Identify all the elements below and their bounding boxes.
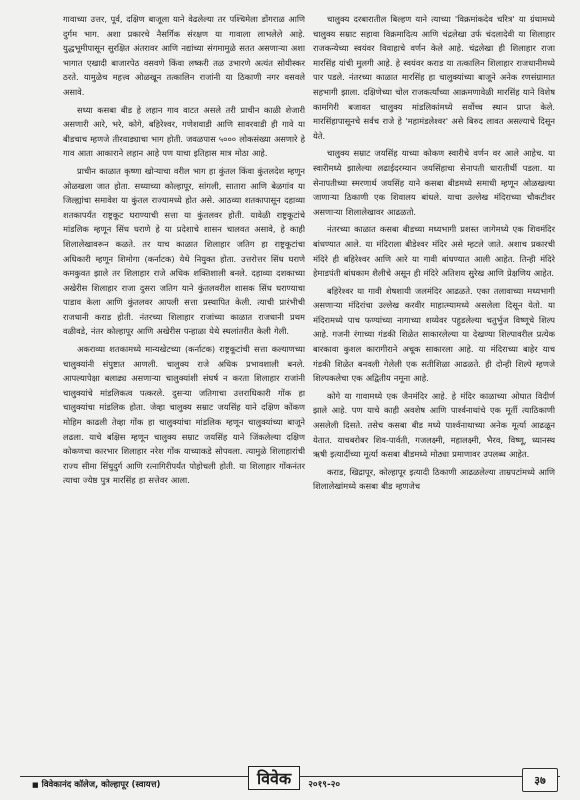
paragraph: कराड, खिद्रापूर, कोल्हापूर इत्यादी ठिकाणी आढळलेल्या ताम्रपटांमध्ये आणि शिलालेखांमध्ये कसबा बीड म्हणजेच — [313, 466, 555, 492]
paragraph: प्राचीन काळात कृष्णा खोऱ्याचा वरील भाग हा कुंतल किंवा कुंतलदेश म्हणून ओळखला जात होता. सध्याच्या कोल्हापूर, सांगली, सातारा आणि बेळगांव या जिल्ह्यांचा समावेश या कुंतल राज्यामध्ये होत असे. आठव्या शतकापासून दहाव्या शतकापर्यंत राष्ट्रकूट घराण्याची सत्ता या कुंतलवर होती. यावेळी राष्ट्रकूटांचे मांडलिक म्हणून सिंध घराणे हे या प्रदेशाचे शासन चालवत असावे, हे काही शिलालेखावरून कळते. तर याच काळात शिलाहार जतिग हा राष्ट्रकूटांचा अधिकारी म्हणून शिमोगा (कर्नाटक) येथे नियुक्त होता. उत्तरोत्तर सिंध घराणे कमकुवत झाले तर शिलाहार राजे अधिक शक्तिशाली बनले. दहाव्या दशकाच्या अखेरीस शिलाहार राजा दुसरा जतिग याने कुंतलवरील शासक सिंध घराण्याचा पाडाव केला आणि कुंतलवर आपली सत्ता प्रस्थापित केली. त्याची प्रारंभीची राजधानी कराड होती. नंतरच्या शिलाहार राजांच्या काळात राजधानी प्रथम वळीवडे, नंतर कोल्हापूर आणि अखेरीस पन्हाळा येथे स्थलांतरीत केली गेली. — [63, 165, 305, 337]
paragraph: कोगे या गावामध्ये एक जैनमंदिर आहे. हे मंदिर काळाच्या ओघात विदीर्ण झाले आहे. पण याचे काही अवशेष आणि पार्श्वनाथांचे एक मूर्ती त्याठिकाणी असलेली दिसते. तसेच कसबा बीड मध्ये पार्श्वनाथाच्या अनेक मूर्त्या आढळून येतात. याचबरोबर शिव-पार्वती, गजलक्ष्मी, महालक्ष्मी, भैरव, विष्णू, ध्यानस्थ ऋषी इत्यादींच्या मूर्त्या कसबा बीडमध्ये मोठ्या प्रमाणावर उपलब्ध आहेत. — [313, 390, 555, 460]
page-number: ३७ — [522, 768, 558, 792]
paragraph: चालुक्य दरबारातील बिल्हण याने त्याच्या 'विक्रमांकदेव चरित्र' या ग्रंथामध्ये चालुक्य सम्राट सहावा विक्रमादित्य आणि चंद्रलेखा उर्फ चंदलादेवी या शिलाहार राजकन्येच्या स्वयंवर विवाहाचे वर्णन केले आहे. चंद्रलेखा ही शिलाहार राजा मारसिंह यांची मुलगी आहे. हे स्वयंवर कराड या तत्कालिन शिलाहार राजधानीमध्ये पार पडले. नंतरच्या काळात मारसिंह हा चालुक्यांच्या बाजूने अनेक रणसंग्रामात सहभागी झाला. दक्षिणेच्या चोल राजकर्त्यांच्या आक्रमणावेळी मारसिंह याने विशेष कामगिरी बजावत चालुक्य मांडलिकांमध्ये सर्वोच्च स्थान प्राप्त केले. मारसिंहापासूनचे सर्वच राजे हे 'महामंडलेश्वर' असे बिरुद लावत असल्याचे दिसून येते. — [313, 14, 555, 141]
college-name-text: विवेकानंद कॉलेज, कोल्हापूर (स्वायत्त) — [41, 780, 161, 790]
issue-year: २०१९-२० — [308, 779, 341, 790]
paragraph: गावाच्या उत्तर, पूर्व, दक्षिण बाजूला याने वेढलेल्या तर पश्चिमेला डोंगराळ आणि दुर्गम भाग. अशा प्रकारचे नैसर्गिक संरक्षण या गावाला लाभलेले आहे. युद्धभूमीपासून सुरक्षित अंतरावर आणि नद्यांच्या संगमामुळे सतत असणाऱ्या अशा भागात एखादी बाजारपेठ वसवणे किंवा लष्करी तळ उभारणे अत्यंत सोयीस्कर ठरते. यामुळेच महत्त्व ओळखून तत्कालिन राजांनी या ठिकाणी नगर वसवले असावे. — [63, 14, 305, 97]
college-name — [32, 779, 160, 790]
magazine-masthead — [248, 766, 340, 790]
square-bullet-icon: ■ — [32, 781, 39, 789]
left-column — [63, 12, 305, 757]
paragraph: नंतरच्या काळात कसबा बीडच्या मध्यभागी प्रशस्त जागेमध्ये एक शिवमंदिर बांधण्यात आले. या मंदिराला बीडेश्वर मंदिर असे म्हटले जाते. अशाच प्रकारची मंदिरे ही बहिरेश्वर आणि आरे या गावी बांधण्यात आली आहेत. तिन्ही मंदिरे हेमाडपंती बांधकाम शैलीचे असून ही मंदिरे अतिशय सुरेख आणि प्रेक्षणिय आहेत. — [313, 224, 555, 279]
right-column — [313, 12, 555, 757]
article-body — [63, 12, 555, 757]
paragraph: चालुक्य सम्राट जयसिंह याच्या कोकण स्वारीचे वर्णन वर आले आहेच. या स्वारीमध्ये झालेल्या लढाईदरम्यान जयसिंहाचा सेनापती धारातीर्थी पडला. या सेनापतीच्या स्मरणार्थ जयसिंह याने कसबा बीडमध्ये समाधी म्हणून ओळखल्या जाणाऱ्या ठिकाणी एक शिवालय बांधले. याचा उल्लेख मंदिराच्या चौकटीवर असणाऱ्या शिलालेखावर आढळतो. — [313, 148, 555, 217]
paragraph: अकराव्या शतकामध्ये मान्यखेटच्या (कर्नाटक) राष्ट्रकूटांची सत्ता कल्याणच्या चालुक्यांनी संपुष्टात आणली. चालुक्य राजे अधिक प्रभावशाली बनले. आपल्यापेक्षा बलाढ्य असणाऱ्या चालुक्यांशी संघर्ष न करता शिलाहार राजांनी चालुक्यांचे मांडलिकत्व पत्करले. दुसऱ्या जतिगाचा उत्तराधिकारी गोंक हा चालुक्यांचा मांडलिक होता. जेव्हा चालुक्य सम्राट जयसिंह याने दक्षिण कोंकण मोहिम काढली तेव्हा गोंक हा चालुक्यांचा मांडलिक म्हणून चालुक्यांच्या बाजूने लढला. याचे बक्षिस म्हणून चालुक्य सम्राट जयसिंह याने जिंकलेल्या दक्षिण कोकणचा कारभार शिलाहार नरेश गोंक याच्याकडे सोपवला. त्यामुळे शिलाहारांची राज्य सीमा सिंधुदुर्ग आणि रत्नागिरीपर्यंत पोहोचली होती. या शिलाहार गोंकनंतर त्याचा ज्येष्ठ पुत्र मारसिंह हा सत्तेवर आला. — [63, 344, 305, 486]
magazine-logo: विवेक — [248, 766, 300, 790]
paragraph: सध्या कसबा बीड हे लहान गाव वाटत असले तरी प्राचीन काळी शेजारी असणारी आरे, भरे, कोगे, बहिरेश्वर, गणेशवाडी आणि सावरवाडी ही गावे या बीडचाच म्हणजे तीरवाड्याचा भाग होती. जवळपास ५००० लोकसंख्या असणारे हे गाव आता आकाराने लहान आहे पण याचा इतिहास मात्र मोठा आहे. — [63, 104, 305, 159]
page-footer — [0, 760, 580, 800]
paragraph: बहिरेश्वर या गावी शेषशायी जलमंदिर आढळते. एका तलावाच्या मध्यभागी असणाऱ्या मंदिरांचा उल्लेख करवीर माहात्म्यामध्ये असलेला दिसून येतो. या मंदिरामध्ये पाच फण्यांच्या नागाच्या शय्येवर पहुडलेल्या चतुर्भुज विष्णूचे शिल्प आहे. गजनी रंगाच्या गंडकी शिळेत साकारलेल्या या देखण्या शिल्पावरील प्रत्येक बारकावा कुशल कारागीराने अचूक साकारला आहे. या मंदिराच्या बाहेर याच गंडकी शिळेत बनवली गेलेली एक सतीशिळा आढळते. ही दोन्ही शिल्पे म्हणजे शिल्पकलेचा एक अद्वितीय नमूना आहे. — [313, 285, 555, 384]
